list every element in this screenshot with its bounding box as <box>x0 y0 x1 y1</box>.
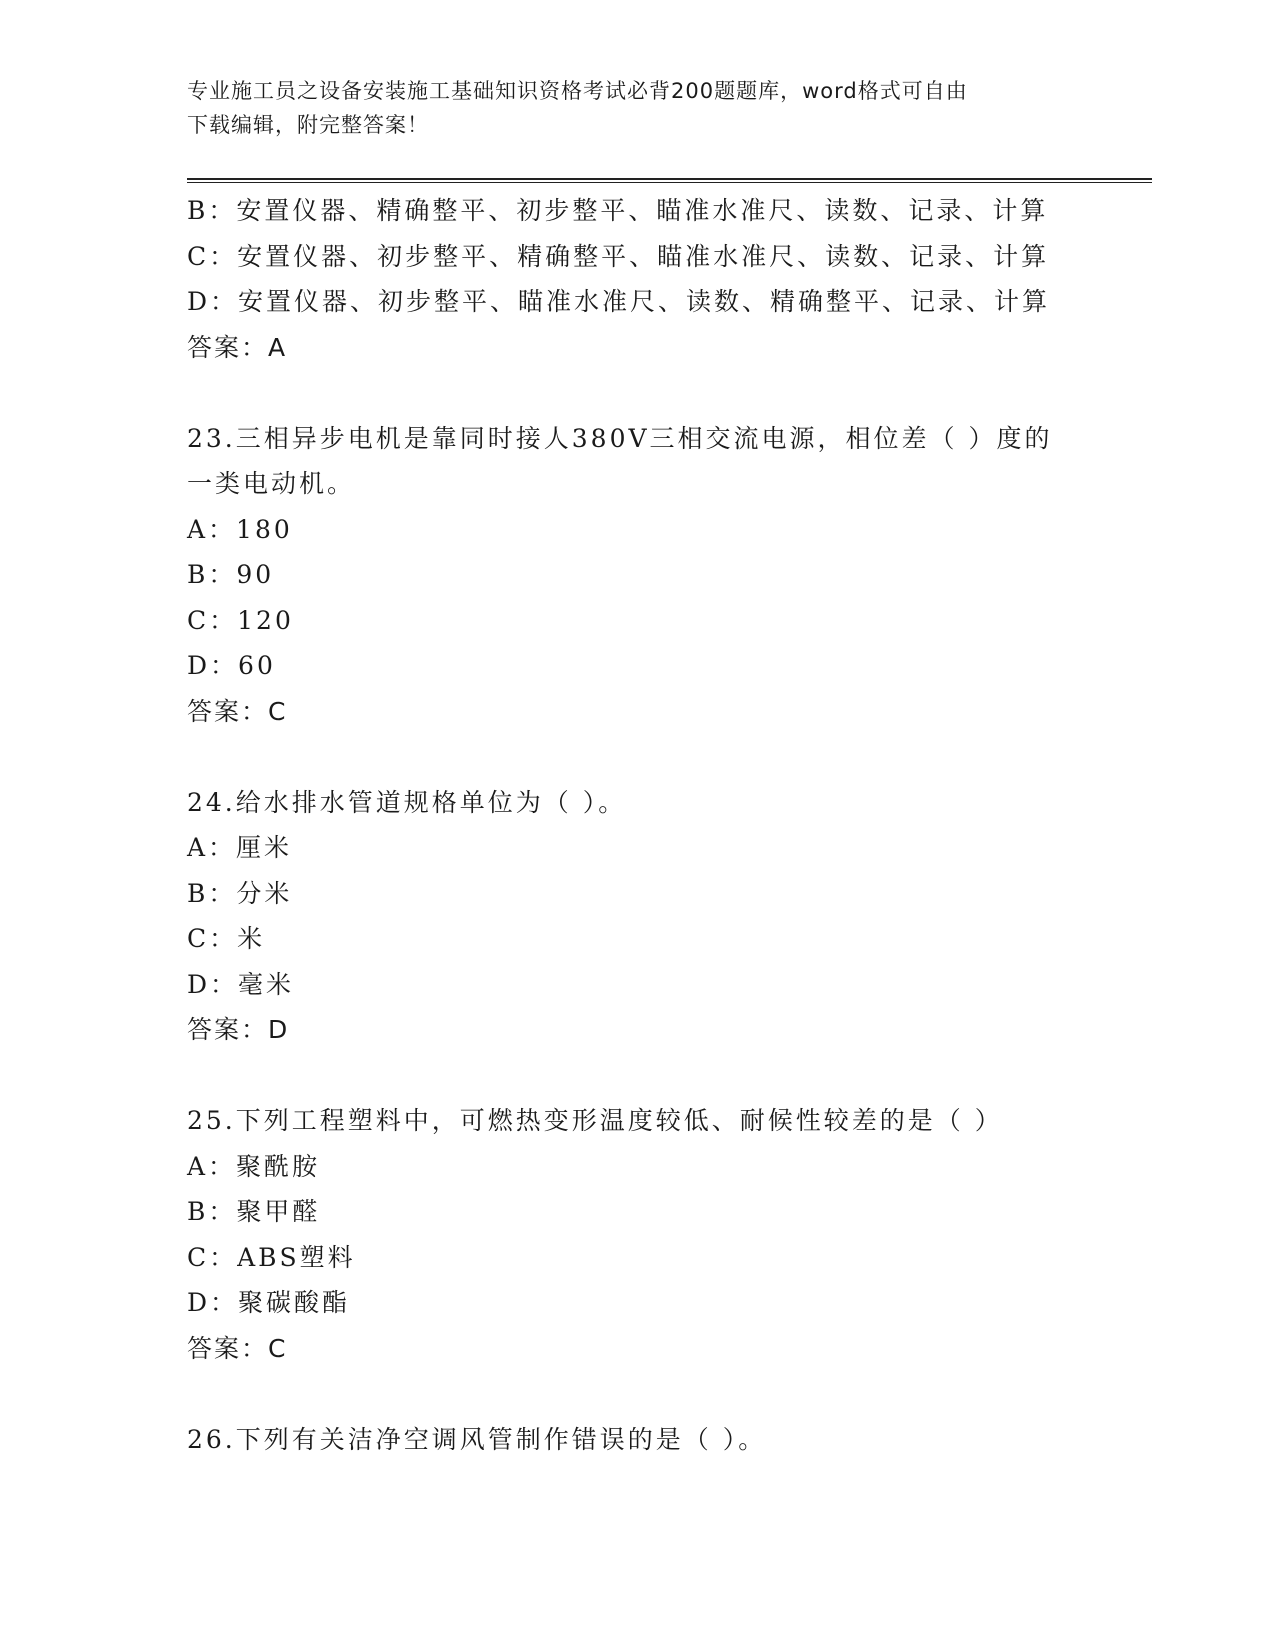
question-content <box>187 188 1147 1462</box>
option-d: D：聚碳酸酯 <box>187 1288 351 1317</box>
option-c: C：120 <box>187 605 294 635</box>
question-title: 25.下列工程塑料中，可燃热变形温度较低、耐候性较差的是（ ） <box>187 1106 1003 1135</box>
question-title: 26.下列有关洁净空调风管制作错误的是（ ）。 <box>187 1424 767 1454</box>
option-d: D：安置仪器、初步整平、瞄准水准尺、读数、精确整平、记录、计算 <box>187 287 1051 316</box>
answer-label: 答案：D <box>187 1015 290 1044</box>
answer-label: 答案：C <box>187 1333 288 1363</box>
option-a: A：聚酰胺 <box>187 1151 321 1181</box>
question-title-line-1: 23.三相异步电机是靠同时接人380V三相交流电源，相位差（ ）度的 <box>187 423 1053 453</box>
answer-label: 答案：C <box>187 696 288 726</box>
question-26 <box>187 1417 1147 1463</box>
option-a: A：180 <box>187 514 293 544</box>
header-line-1: 专业施工员之设备安装施工基础知识资格考试必背200题题库，word格式可自由 <box>187 79 968 103</box>
option-c: C：ABS塑料 <box>187 1242 356 1272</box>
option-b: B：安置仪器、精确整平、初步整平、瞄准水准尺、读数、记录、计算 <box>187 196 1049 225</box>
question-title-line-2: 一类电动机。 <box>187 469 356 498</box>
spacer <box>187 370 1147 416</box>
option-a: A：厘米 <box>187 833 293 862</box>
option-b: B：90 <box>187 560 275 589</box>
option-d: D：毫米 <box>187 969 295 999</box>
document-header <box>187 74 1087 142</box>
option-b: B：分米 <box>187 878 293 908</box>
question-title: 24.给水排水管道规格单位为（ ）。 <box>187 787 627 817</box>
spacer <box>187 734 1147 780</box>
answer-label: 答案：A <box>187 332 288 362</box>
question-24 <box>187 780 1147 1053</box>
question-22-continued <box>187 188 1147 370</box>
question-23 <box>187 416 1147 735</box>
question-25 <box>187 1098 1147 1371</box>
header-line-2: 下载编辑，附完整答案！ <box>187 113 429 137</box>
option-d: D：60 <box>187 651 276 680</box>
spacer <box>187 1371 1147 1417</box>
spacer <box>187 1053 1147 1099</box>
option-c: C：安置仪器、初步整平、精确整平、瞄准水准尺、读数、记录、计算 <box>187 241 1050 271</box>
header-divider <box>187 178 1152 183</box>
option-c: C：米 <box>187 924 266 953</box>
option-b: B：聚甲醛 <box>187 1197 321 1226</box>
